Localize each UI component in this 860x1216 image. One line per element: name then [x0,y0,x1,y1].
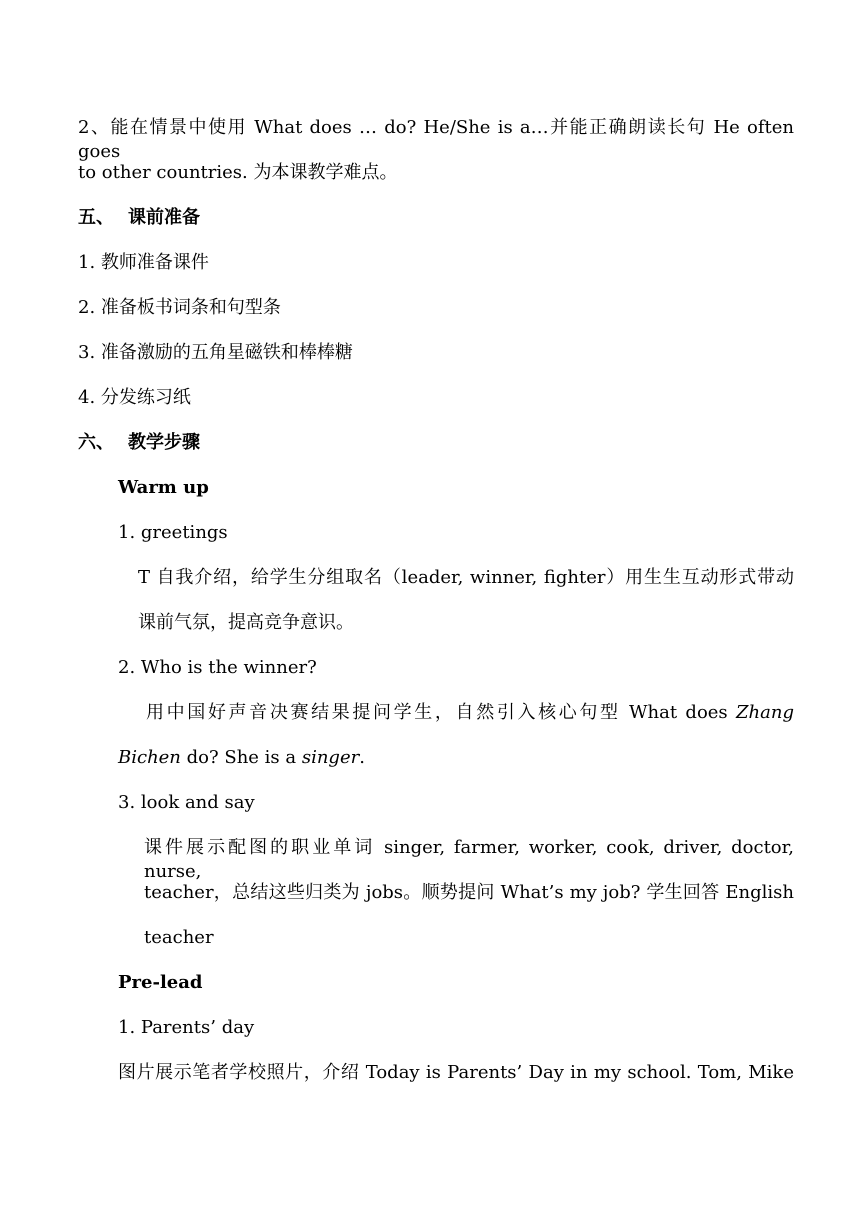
step-look-say-line-3: teacher [144,927,214,948]
step-greetings-line-1: T 自我介绍，给学生分组取名（leader, winner, fighter）用生生互动形式带动 [138,567,794,588]
step-winner-line-1 [146,701,794,725]
prep-item-3: 3. 准备激励的五角星磁铁和棒棒糖 [78,342,353,363]
difficulty-line-2: to other countries. 为本课教学难点。 [78,162,398,183]
section-5-number: 五、 [78,207,114,228]
step-winner-line-1-text: 用中国好声音决赛结果提问学生，自然引入核心句型 What does [146,702,737,723]
word-singer: singer [301,747,360,768]
step-winner-line-2-period: . [359,747,365,768]
step-look-say-line-1: 课件展示配图的职业单词 singer, farmer, worker, cook, driver, doctor, nurse, [144,837,794,882]
prep-item-4: 4. 分发练习纸 [78,387,191,408]
pre-lead-heading: Pre-lead [118,972,203,993]
step-parents-day-line-1: 图片展示笔者学校照片，介绍 Today is Parents’ Day in my school. Tom, Mike [118,1062,794,1083]
step-winner-title: 2. Who is the winner? [118,657,317,678]
prep-item-2: 2. 准备板书词条和句型条 [78,297,281,318]
warm-up-heading: Warm up [118,477,209,498]
prep-item-1: 1. 教师准备课件 [78,252,209,273]
section-6-number: 六、 [78,432,114,453]
step-greetings-line-2: 课前气氛，提高竞争意识。 [138,612,354,633]
section-5-title: 课前准备 [128,207,200,228]
step-winner-line-2 [118,746,365,770]
section-6-title: 教学步骤 [128,432,200,453]
step-greetings-title: 1. greetings [118,522,228,543]
section-5-heading [78,206,200,230]
difficulty-line-1: 2、能在情景中使用 What does … do? He/She is a…并能正确朗读长句 He often goes [78,117,794,162]
step-winner-line-2-text: do? She is a [180,747,302,768]
name-bichen: Bichen [118,747,181,768]
section-6-heading [78,431,200,455]
step-look-say-title: 3. look and say [118,792,255,813]
step-look-say-line-2: teacher，总结这些归类为 jobs。顺势提问 What’s my job? 学生回答 English [144,882,794,903]
step-parents-day-title: 1. Parents’ day [118,1017,255,1038]
name-zhang: Zhang [736,702,794,723]
